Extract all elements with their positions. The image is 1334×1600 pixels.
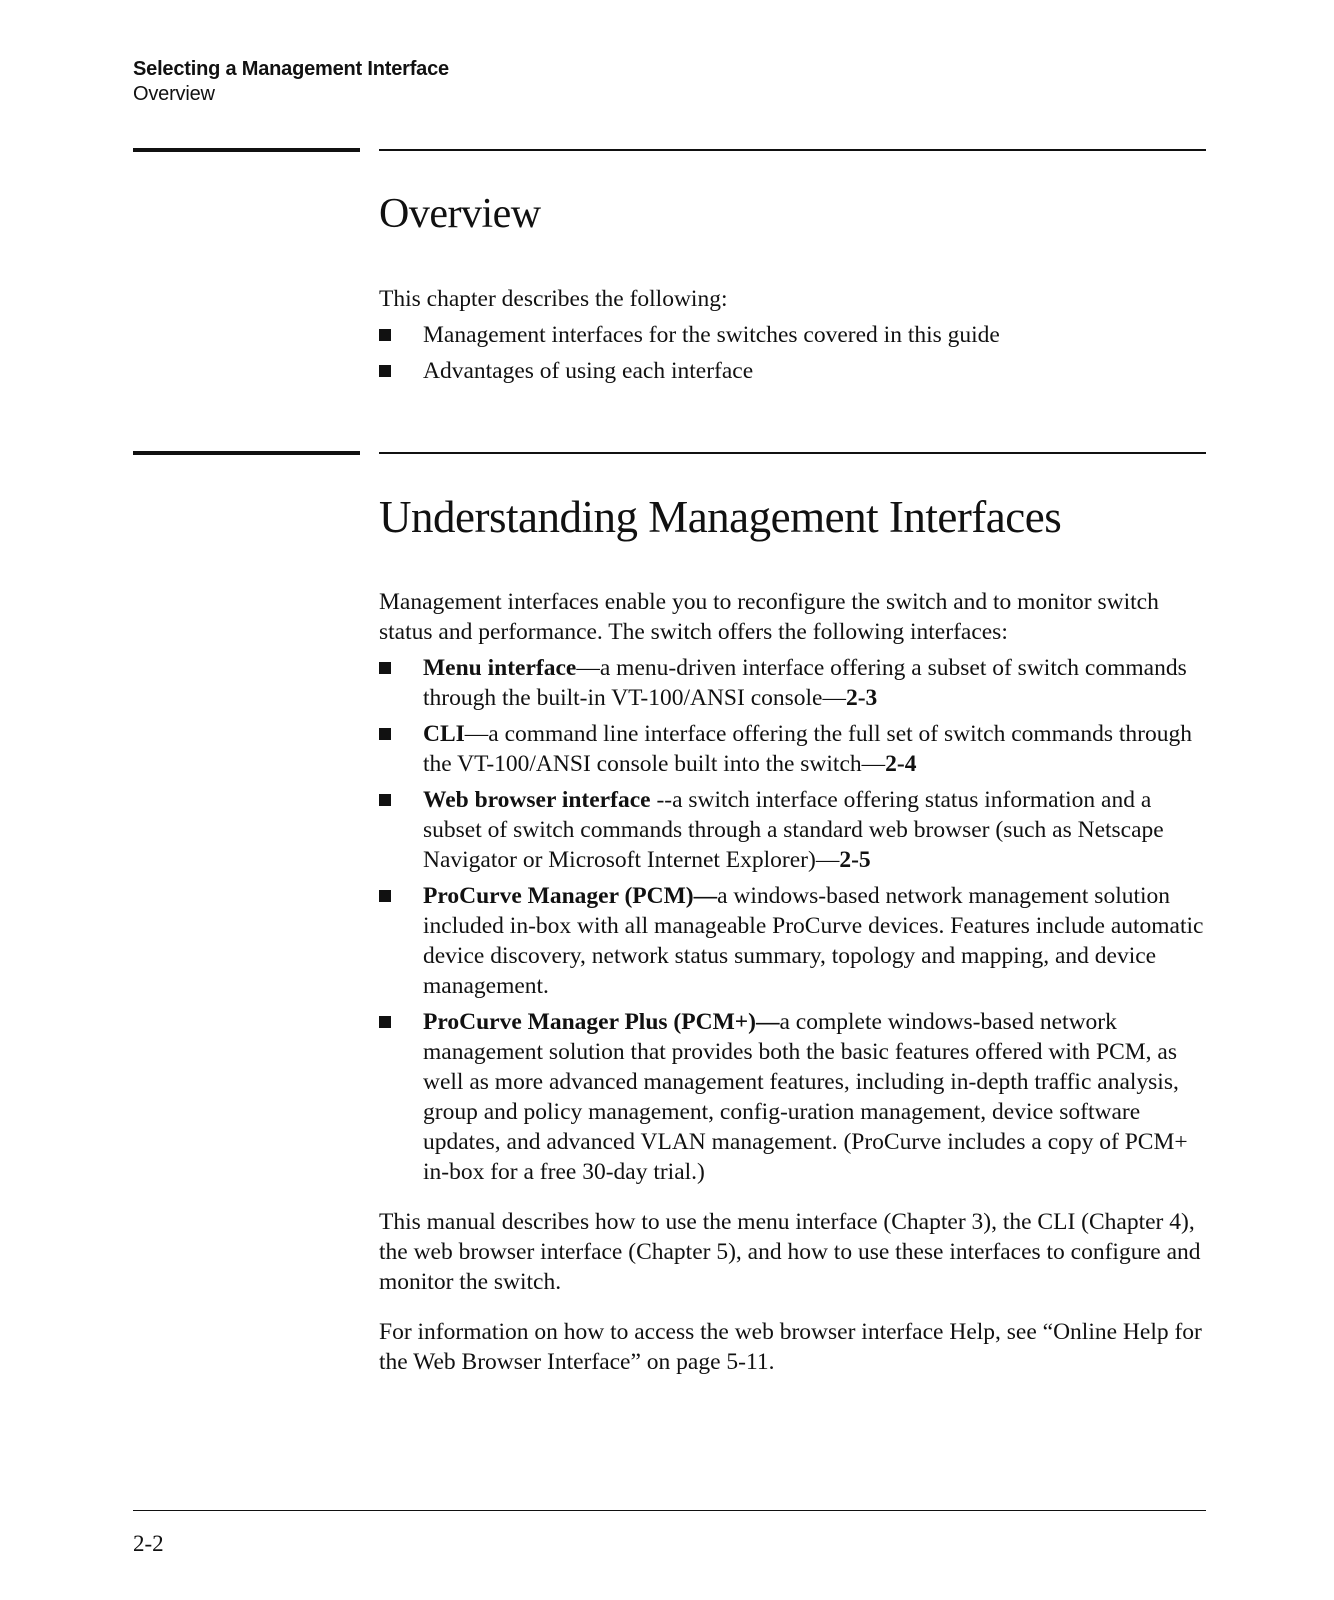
interface-description: —a command line interface offering the full set of switch commands through the VT-100/ANSI console built into the switch— xyxy=(423,721,1193,777)
bullet-square-icon xyxy=(379,662,391,674)
bullet-square-icon xyxy=(379,365,391,377)
section-rule-left xyxy=(133,451,360,455)
interface-term: ProCurve Manager Plus (PCM+)— xyxy=(423,1009,780,1035)
list-item xyxy=(379,320,1209,350)
page-ref: 2-3 xyxy=(845,685,878,711)
section-rule-right xyxy=(379,452,1206,454)
interface-term: Menu interface xyxy=(423,655,577,681)
bullet-square-icon xyxy=(379,1016,391,1028)
section-rule-right xyxy=(379,149,1206,151)
running-head-title: Selecting a Management Interface xyxy=(133,58,449,80)
list-item xyxy=(379,356,1209,386)
page-number: 2-2 xyxy=(133,1531,164,1556)
list-item xyxy=(379,1007,1209,1187)
overview-body xyxy=(379,284,1209,386)
bullet-square-icon xyxy=(379,728,391,740)
list-item xyxy=(379,881,1209,1001)
interface-description: —a menu-driven interface offering a subset of switch commands through the built-in VT-100/ANSI console— xyxy=(423,655,1187,711)
running-head xyxy=(133,57,449,107)
section-rule-left xyxy=(133,148,360,152)
list-item-text: Management interfaces for the switches covered in this guide xyxy=(423,322,1000,348)
interface-term: Web browser interface xyxy=(423,787,651,813)
understanding-body xyxy=(379,587,1209,1377)
understanding-intro: Management interfaces enable you to reconfigure the switch and to monitor switch status and performance. The switch offers the following interfaces: xyxy=(379,589,1159,645)
list-item xyxy=(379,719,1209,779)
help-paragraph: For information on how to access the web browser interface Help, see “Online Help for the Web Browser Interface” on page 5-11. xyxy=(379,1319,1202,1375)
overview-heading: Overview xyxy=(379,191,541,237)
page-ref: 2-5 xyxy=(839,847,871,873)
bullet-square-icon xyxy=(379,890,391,902)
running-head-subtitle: Overview xyxy=(133,83,215,105)
interface-description: --a switch interface offering status information and a subset of switch commands through a standard web browser (such as Netscape Navigator or Microsoft Internet Explorer)— xyxy=(423,787,1164,873)
overview-bullet-list xyxy=(379,320,1209,386)
interface-term: ProCurve Manager (PCM)— xyxy=(423,883,718,909)
understanding-heading: Understanding Management Interfaces xyxy=(379,492,1062,542)
bullet-square-icon xyxy=(379,794,391,806)
bullet-square-icon xyxy=(379,329,391,341)
interface-term: CLI xyxy=(423,721,465,747)
interfaces-list xyxy=(379,653,1209,1187)
overview-intro: This chapter describes the following: xyxy=(379,286,728,312)
footer-rule xyxy=(133,1510,1206,1511)
list-item xyxy=(379,785,1209,875)
list-item-text: Advantages of using each interface xyxy=(423,358,754,384)
page-ref: 2-4 xyxy=(885,751,917,777)
interface-description: a windows-based network management solution included in-box with all manageable ProCurve devices. Features include automatic device discovery, network status summary, topology and mapping, and device management. xyxy=(423,883,1204,999)
list-item xyxy=(379,653,1209,713)
interface-description: a complete windows-based network management solution that provides both the basic features offered with PCM, as well as more advanced management features, including in-depth traffic analysis, group and policy management, config-uration management, device software updates, and advanced VLAN management. (ProCurve includes a copy of PCM+ in-box for a free 30-day trial.) xyxy=(423,1009,1188,1185)
manual-paragraph: This manual describes how to use the menu interface (Chapter 3), the CLI (Chapter 4), the web browser interface (Chapter 5), and how to use these interfaces to configure and monitor the switch. xyxy=(379,1209,1201,1295)
